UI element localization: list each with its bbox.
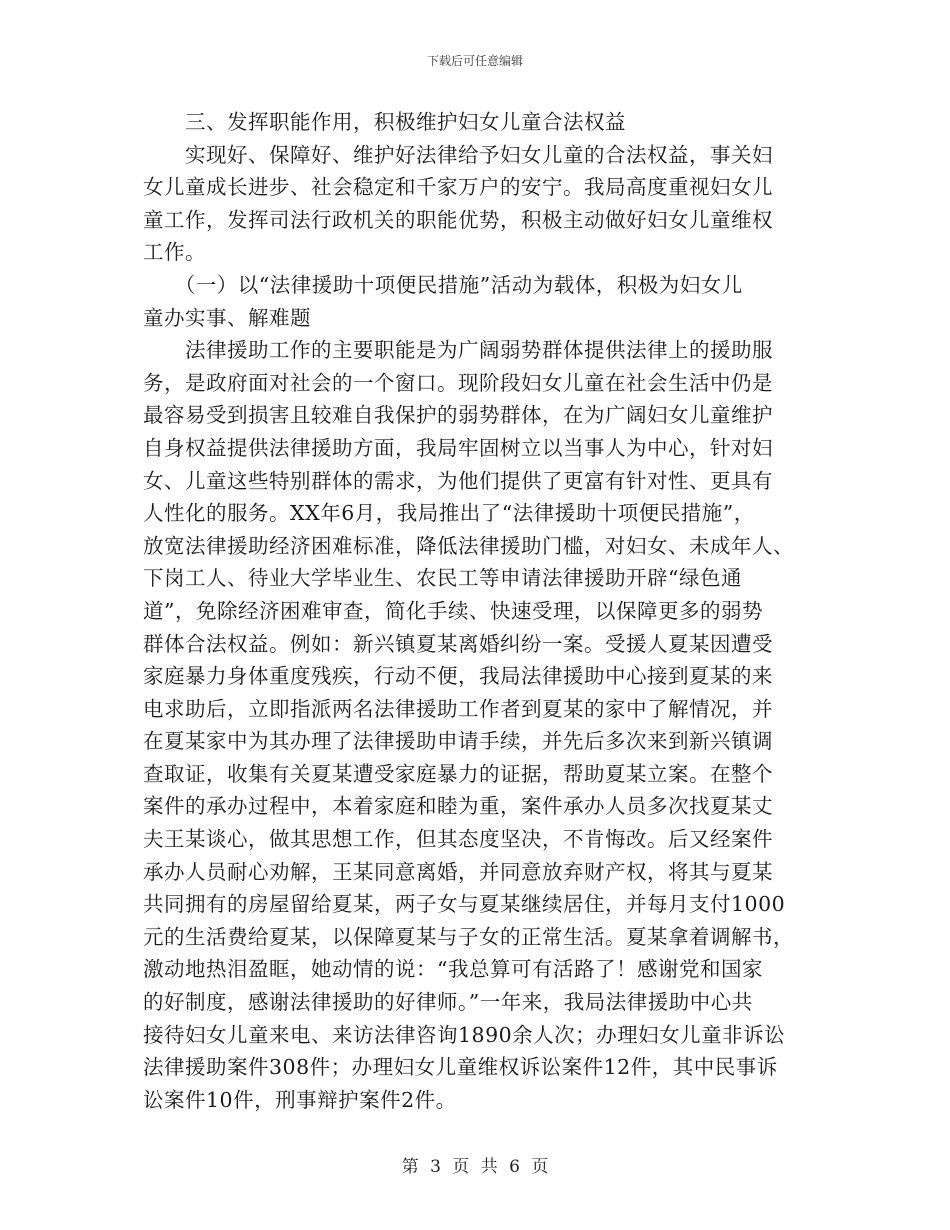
text-line: 务，是政府面对社会的一个窗口。现阶段妇女儿童在社会生活中仍是	[143, 370, 773, 395]
section-heading: 三、发挥职能作用，积极维护妇女儿童合法权益	[143, 110, 626, 134]
subsection-heading: （一）以“法律援助十项便民措施”活动为载体，积极为妇女儿	[143, 272, 743, 297]
text-line: 案件的承办过程中，本着家庭和睦为重，案件承办人员多次找夏某丈	[143, 794, 773, 819]
text-line: 群体合法权益。例如：新兴镇夏某离婚纠纷一案。受援人夏某因遭受	[143, 631, 773, 656]
text-line: 元的生活费给夏某，以保障夏某与子女的正常生活。夏某拿着调解书，	[143, 924, 794, 949]
text-line: 接待妇女儿童来电、来访法律咨询1890余人次；办理妇女儿童非诉讼	[143, 1022, 786, 1047]
text-line: 讼案件10件，刑事辩护案件2件。	[143, 1087, 457, 1112]
text-line: 工作。	[143, 240, 206, 265]
text-line: 共同拥有的房屋留给夏某，两子女与夏某继续居住，并每月支付1000	[143, 892, 786, 917]
text-line: 最容易受到损害且较难自我保护的弱势群体，在为广阔妇女儿童维护	[143, 403, 773, 428]
text-line: 人性化的服务。XX年6月，我局推出了“法律援助十项便民措施”，	[143, 501, 755, 526]
document-body	[143, 106, 813, 1116]
text-line: 放宽法律援助经济困难标准，降低法律援助门槛，对妇女、未成年人、	[143, 533, 794, 558]
text-line: 家庭暴力身体重度残疾，行动不便，我局法律援助中心接到夏某的来	[143, 664, 773, 689]
text-line: 道”，免除经济困难审查，简化手续、快速受理，以保障更多的弱势	[143, 598, 763, 623]
text-line: 下岗工人、待业大学毕业生、农民工等申请法律援助开辟“绿色通	[143, 566, 742, 591]
text-line: 在夏某家中为其办理了法律援助申请手续，并先后多次来到新兴镇调	[143, 729, 773, 754]
subsection-heading-cont: 童办实事、解难题	[143, 305, 311, 330]
text-line: 查取证，收集有关夏某遭受家庭暴力的证据，帮助夏某立案。在整个	[143, 761, 773, 786]
text-line: 的好制度，感谢法律援助的好律师。”一年来，我局法律援助中心共	[143, 990, 753, 1015]
text-line: 激动地热泪盈眶，她动情的说：“我总算可有活路了！感谢党和国家	[143, 957, 763, 982]
text-line: 电求助后，立即指派两名法律援助工作者到夏某的家中了解情况，并	[143, 696, 773, 721]
text-line: 自身权益提供法律援助方面，我局牢固树立以当事人为中心，针对妇	[143, 435, 773, 460]
text-line: 实现好、保障好、维护好法律给予妇女儿童的合法权益，事关妇	[143, 142, 773, 167]
text-line: 女、儿童这些特别群体的需求，为他们提供了更富有针对性、更具有	[143, 468, 773, 493]
text-line: 女儿童成长进步、社会稳定和千家万户的安宁。我局高度重视妇女儿	[143, 175, 773, 200]
page-number: 第 3 页 共 6 页	[401, 1157, 549, 1177]
text-line: 法律援助案件308件；办理妇女儿童维权诉讼案件12件，其中民事诉	[143, 1055, 778, 1080]
page-header: 下载后可任意编辑	[426, 54, 523, 68]
text-line: 童工作，发挥司法行政机关的职能优势，积极主动做好妇女儿童维权	[143, 207, 773, 232]
text-line: 夫王某谈心，做其思想工作，但其态度坚决，不肯悔改。后又经案件	[143, 827, 773, 852]
text-line: 法律援助工作的主要职能是为广阔弱势群体提供法律上的援助服	[143, 338, 773, 363]
text-line: 承办人员耐心劝解，王某同意离婚，并同意放弃财产权，将其与夏某	[143, 859, 773, 884]
